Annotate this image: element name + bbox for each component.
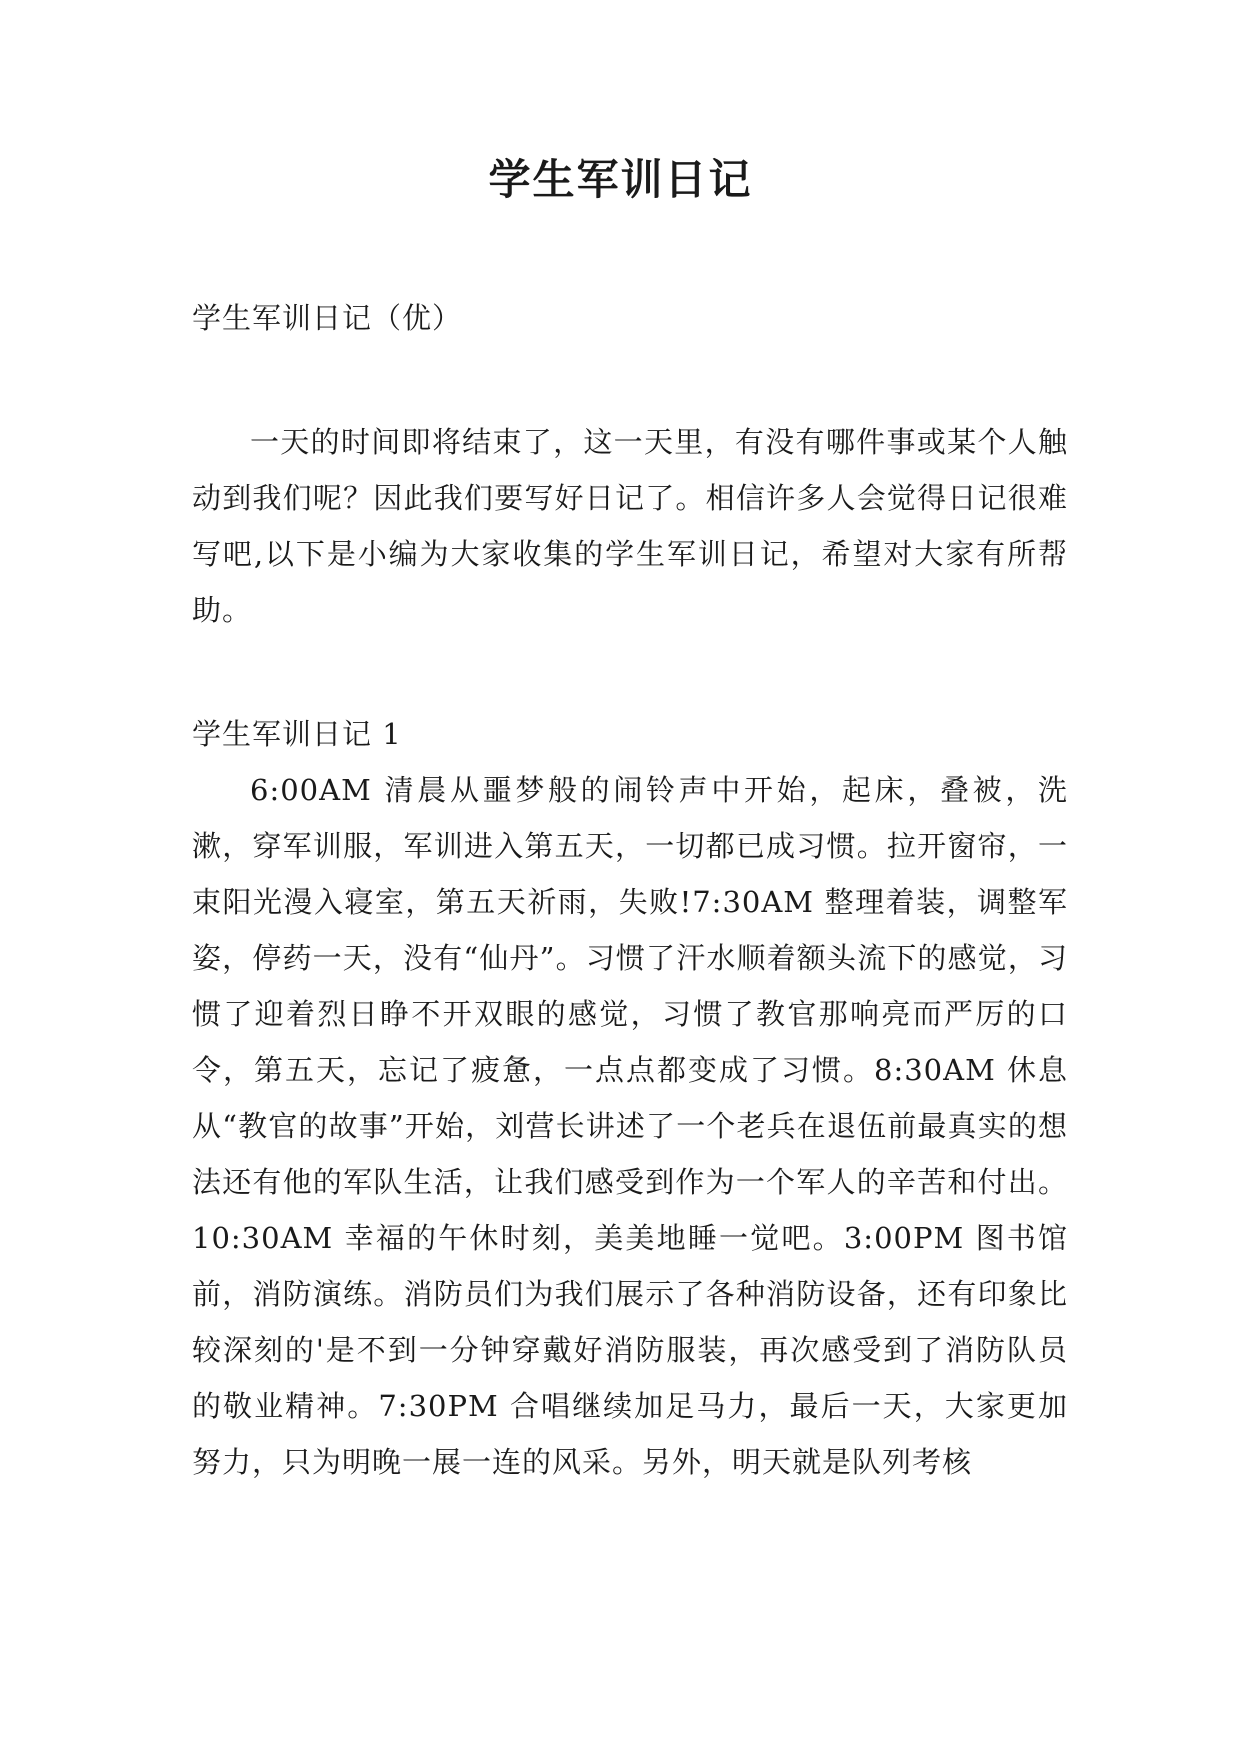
document-subtitle: 学生军训日记（优） bbox=[192, 301, 463, 335]
document-content bbox=[192, 290, 1068, 1490]
document-title: 学生军训日记 bbox=[488, 155, 753, 204]
section-body-paragraph: 6:00AM 清晨从噩梦般的闹铃声中开始，起床，叠被，洗漱，穿军训服，军训进入第五天，一切都已成习惯。拉开窗帘，一束阳光漫入寝室，第五天祈雨，失败!7:30AM 整理着装，调整军姿，停药一天，没有“仙丹”。习惯了汗水顺着额头流下的感觉，习惯了迎着烈日睁不开双眼的感觉，习惯了教官那响亮而严厉的口令，第五天，忘记了疲惫，一点点都变成了习惯。8:30AM 休息从“教官的故事”开始，刘营长讲述了一个老兵在退伍前最真实的想法还有他的军队生活，让我们感受到作为一个军人的辛苦和付出。10:30AM 幸福的午休时刻，美美地睡一觉吧。3:00PM 图书馆前，消防演练。消防员们为我们展示了各种消防设备，还有印象比较深刻的'是不到一分钟穿戴好消防服装，再次感受到了消防队员的敬业精神。7:30PM 合唱继续加足马力，最后一天，大家更加努力，只为明晚一展一连的风采。另外，明天就是队列考核 bbox=[192, 773, 1068, 1479]
intro-paragraph: 一天的时间即将结束了，这一天里，有没有哪件事或某个人触动到我们呢？因此我们要写好日记了。相信许多人会觉得日记很难写吧,以下是小编为大家收集的学生军训日记，希望对大家有所帮助。 bbox=[192, 425, 1068, 627]
section-heading: 学生军训日记 1 bbox=[192, 717, 402, 751]
